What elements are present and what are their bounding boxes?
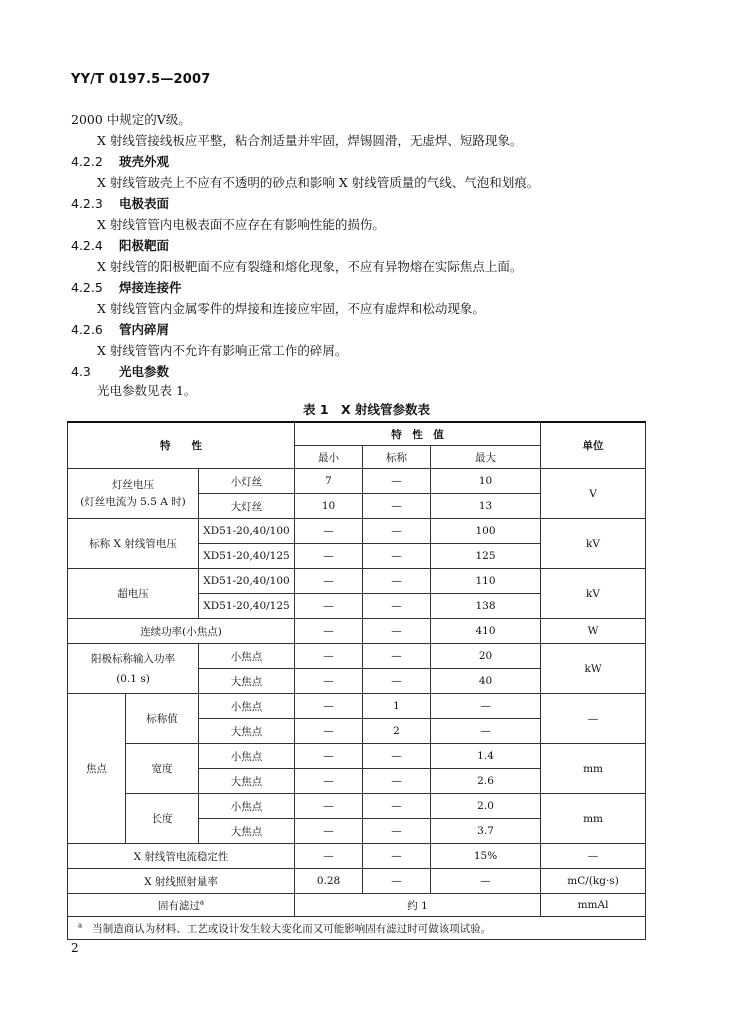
- header-min: 最小: [295, 446, 363, 469]
- cell-max: 15%: [431, 844, 541, 869]
- sub-label: 大灯丝: [199, 494, 295, 519]
- cell-min: —: [295, 819, 363, 844]
- cell-nominal: —: [363, 519, 431, 544]
- sub-label: 小焦点: [199, 694, 295, 719]
- sub-label: 大焦点: [199, 669, 295, 694]
- section-heading-4-2-5: 4.2.5 焊接连接件: [71, 280, 182, 295]
- table-row: [68, 869, 646, 894]
- cell-max: 10: [431, 469, 541, 494]
- cell-unit: W: [541, 619, 646, 644]
- paragraph: X 射线管管内电极表面不应存在有影响性能的损伤。: [97, 217, 385, 232]
- section-heading-4-2-3: 4.2.3 电极表面: [71, 196, 170, 211]
- section-heading-4-3: 4.3 光电参数: [71, 364, 170, 379]
- sub-label: 小焦点: [199, 744, 295, 769]
- cell-max: 110: [431, 569, 541, 594]
- section-heading-4-2-4: 4.2.4 阳极靶面: [71, 238, 170, 253]
- table-row: [68, 619, 646, 644]
- table-row: [68, 469, 646, 494]
- cell-unit: kW: [541, 644, 646, 694]
- cell-nominal: 2: [363, 719, 431, 744]
- cell-min: 0.28: [295, 869, 363, 894]
- cell-nominal: 1: [363, 694, 431, 719]
- page-number: 2: [71, 941, 79, 955]
- cell-min: 10: [295, 494, 363, 519]
- cell-nominal: —: [363, 544, 431, 569]
- group-label-width: 宽度: [126, 744, 199, 794]
- cell-max: 13: [431, 494, 541, 519]
- cell-max: 20: [431, 644, 541, 669]
- cell-unit: —: [541, 844, 646, 869]
- cell-max: 2.0: [431, 794, 541, 819]
- cell-unit: mC/(kg·s): [541, 869, 646, 894]
- cell-unit: —: [541, 694, 646, 744]
- sub-label: XD51-20,40/125: [199, 594, 295, 619]
- table-row: [68, 844, 646, 869]
- header-nominal: 标称: [363, 446, 431, 469]
- row-label-nominal-tube-voltage: 标称 X 射线管电压: [68, 519, 199, 569]
- header-max: 最大: [431, 446, 541, 469]
- sub-label: 大焦点: [199, 719, 295, 744]
- cell-min: —: [295, 519, 363, 544]
- cell-min: —: [295, 594, 363, 619]
- cell-nominal: —: [363, 644, 431, 669]
- row-label-exposure-rate: X 射线照射量率: [68, 869, 295, 894]
- header-unit: 单位: [541, 422, 646, 469]
- row-label-anode-input-power: 阳极标称输入功率 (0.1 s): [68, 644, 199, 694]
- cell-min: 7: [295, 469, 363, 494]
- sub-label: XD51-20,40/100: [199, 519, 295, 544]
- cell-nominal: —: [363, 819, 431, 844]
- header-value: 特 性 值: [295, 422, 541, 446]
- sub-label: 小焦点: [199, 794, 295, 819]
- cell-min: —: [295, 619, 363, 644]
- cell-min: —: [295, 694, 363, 719]
- section-heading-4-2-2: 4.2.2 玻壳外观: [71, 154, 170, 169]
- cell-unit: mm: [541, 794, 646, 844]
- cell-nominal: —: [363, 469, 431, 494]
- sub-label: 小灯丝: [199, 469, 295, 494]
- table-row: [68, 644, 646, 669]
- paragraph: X 射线管玻壳上不应有不透明的砂点和影响 X 射线管质量的气线、气泡和划痕。: [97, 175, 540, 190]
- parameter-table: [67, 421, 646, 940]
- cell-value: 约 1: [295, 894, 541, 917]
- cell-max: —: [431, 869, 541, 894]
- cell-max: —: [431, 719, 541, 744]
- cell-unit: mm: [541, 744, 646, 794]
- sub-label: XD51-20,40/100: [199, 569, 295, 594]
- row-label-focal-spot: 焦点: [68, 694, 126, 844]
- sub-label: 小焦点: [199, 644, 295, 669]
- cell-min: —: [295, 769, 363, 794]
- sub-label: 大焦点: [199, 819, 295, 844]
- cell-nominal: —: [363, 594, 431, 619]
- table-row: [68, 569, 646, 594]
- cell-unit: kV: [541, 519, 646, 569]
- standard-code-header: YY/T 0197.5—2007: [71, 72, 211, 87]
- row-label-filament-voltage: 灯丝电压 (灯丝电流为 5.5 A 时): [68, 469, 199, 519]
- table-row: [68, 894, 646, 917]
- sub-label: XD51-20,40/125: [199, 544, 295, 569]
- cell-max: 125: [431, 544, 541, 569]
- cell-nominal: —: [363, 769, 431, 794]
- cell-max: —: [431, 694, 541, 719]
- row-label-continuous-power: 连续功率(小焦点): [68, 619, 295, 644]
- cell-nominal: —: [363, 569, 431, 594]
- cell-nominal: —: [363, 619, 431, 644]
- cell-nominal: —: [363, 844, 431, 869]
- sub-label: 大焦点: [199, 769, 295, 794]
- cell-max: 100: [431, 519, 541, 544]
- table-footnote: $^a$ 当制造商认为材料、工艺或设计发生较大变化而又可能影响固有滤过时可做该项试验。: [68, 917, 646, 940]
- cell-min: —: [295, 569, 363, 594]
- cell-min: —: [295, 544, 363, 569]
- header-feature: 特 性: [68, 422, 295, 469]
- cell-min: —: [295, 744, 363, 769]
- cell-nominal: —: [363, 744, 431, 769]
- table-caption: 表 1 X 射线管参数表: [302, 402, 431, 417]
- cell-min: —: [295, 794, 363, 819]
- table-row: [68, 519, 646, 544]
- cell-max: 138: [431, 594, 541, 619]
- cell-min: —: [295, 669, 363, 694]
- cell-min: —: [295, 644, 363, 669]
- group-label-nominal: 标称值: [126, 694, 199, 744]
- cell-min: —: [295, 844, 363, 869]
- cell-max: 2.6: [431, 769, 541, 794]
- cell-unit: V: [541, 469, 646, 519]
- cell-max: 40: [431, 669, 541, 694]
- cell-nominal: —: [363, 794, 431, 819]
- cell-min: —: [295, 719, 363, 744]
- row-label-overvoltage: 超电压: [68, 569, 199, 619]
- paragraph: X 射线管管内金属零件的焊接和连接应牢固，不应有虚焊和松动现象。: [97, 301, 485, 316]
- cell-max: 3.7: [431, 819, 541, 844]
- row-label-inherent-filtration: 固有滤过$^a$: [68, 894, 295, 917]
- cell-unit: kV: [541, 569, 646, 619]
- table-header-row: [68, 422, 646, 446]
- row-label-current-stability: X 射线管电流稳定性: [68, 844, 295, 869]
- paragraph: 2000 中规定的Ⅴ级。: [71, 112, 191, 127]
- paragraph: X 射线管的阳极靶面不应有裂缝和熔化现象，不应有异物熔在实际焦点上面。: [97, 259, 523, 274]
- table-note-row: [68, 917, 646, 940]
- section-heading-4-2-6: 4.2.6 管内碎屑: [71, 322, 170, 337]
- paragraph: X 射线管接线板应平整，粘合剂适量并牢固，焊锡圆滑，无虚焊、短路现象。: [97, 133, 523, 148]
- paragraph: X 射线管管内不允许有影响正常工作的碎屑。: [97, 343, 348, 358]
- group-label-length: 长度: [126, 794, 199, 844]
- paragraph: 光电参数见表 1。: [97, 383, 197, 398]
- table-row: [68, 794, 646, 819]
- cell-nominal: —: [363, 669, 431, 694]
- table-row: [68, 694, 646, 719]
- table-row: [68, 744, 646, 769]
- cell-unit: mmAl: [541, 894, 646, 917]
- cell-nominal: —: [363, 869, 431, 894]
- cell-max: 1.4: [431, 744, 541, 769]
- cell-max: 410: [431, 619, 541, 644]
- cell-nominal: —: [363, 494, 431, 519]
